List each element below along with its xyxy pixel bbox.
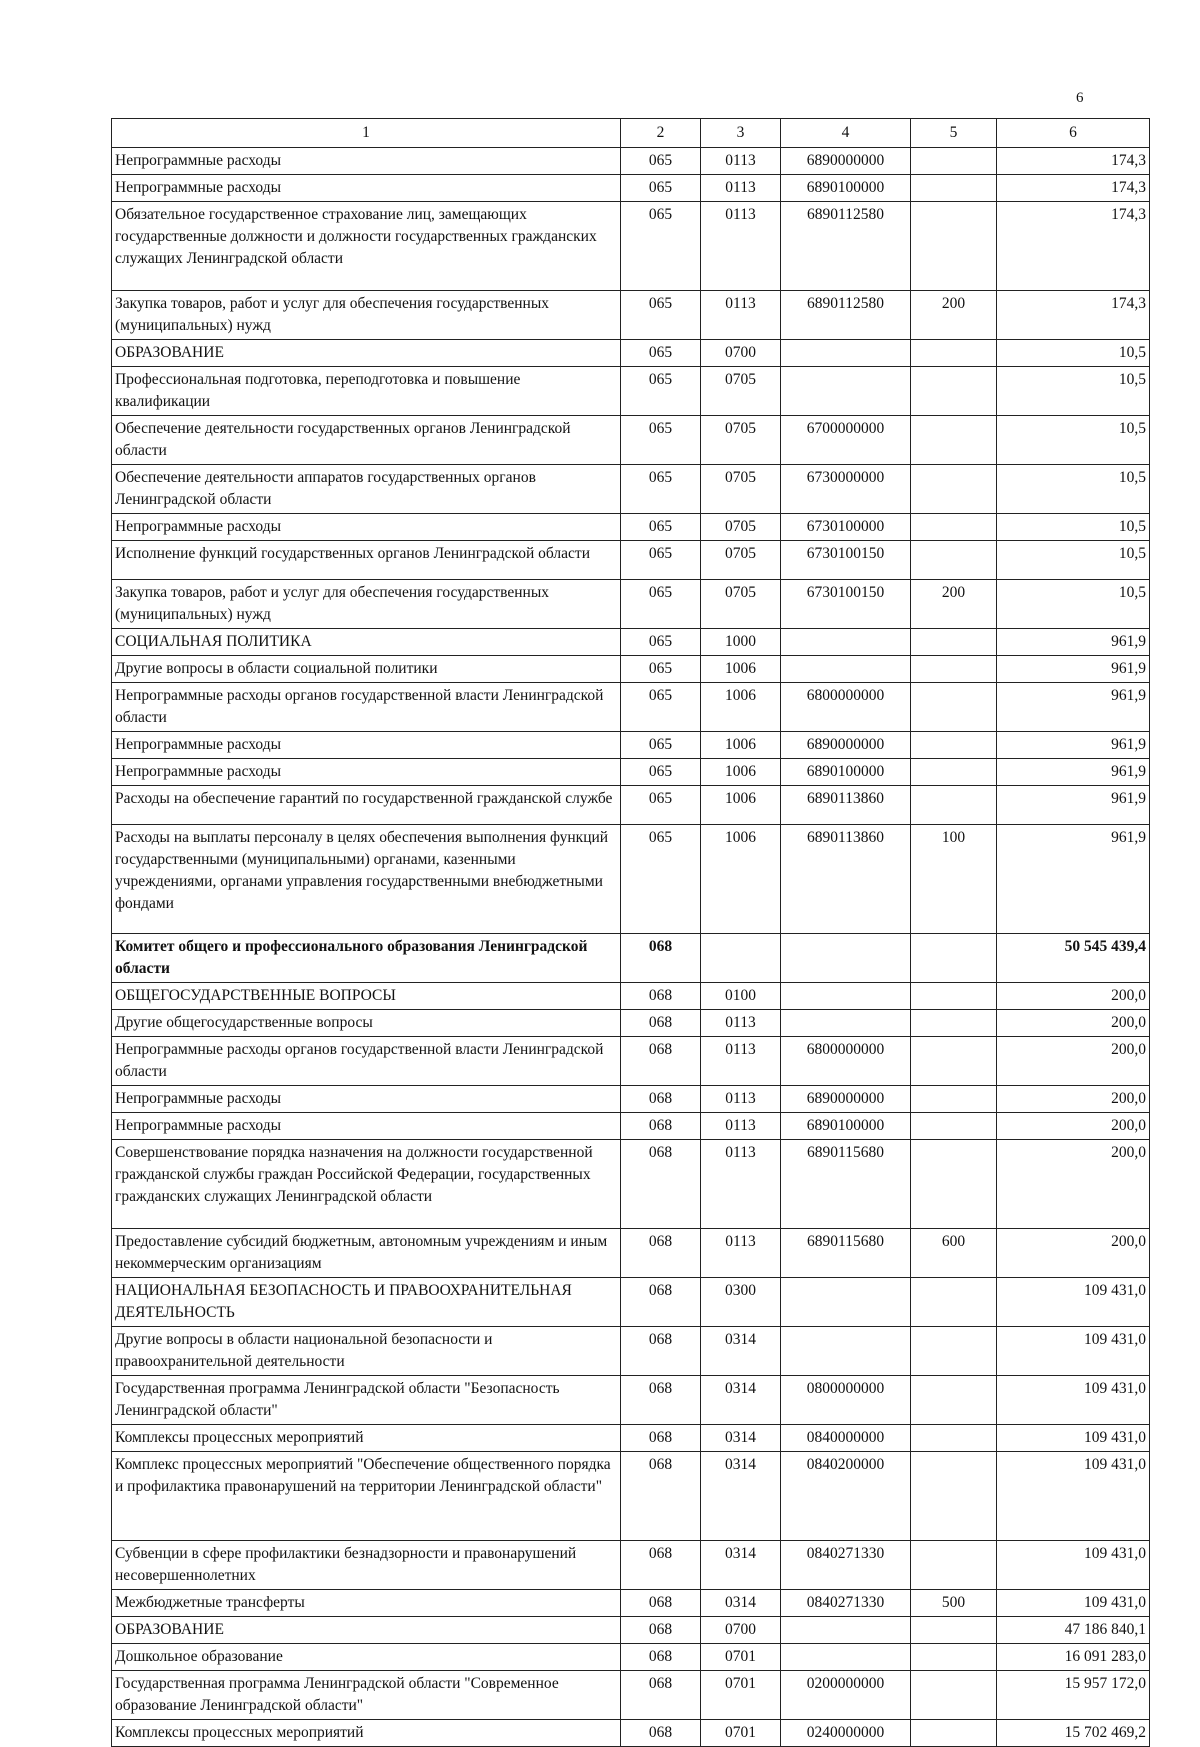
row-target-code-cell: 6700000000 [781, 416, 911, 465]
row-name-cell: НАЦИОНАЛЬНАЯ БЕЗОПАСНОСТЬ И ПРАВООХРАНИТЕЛЬНАЯ ДЕЯТЕЛЬНОСТЬ [112, 1278, 621, 1327]
row-ved-code-cell: 068 [621, 1010, 701, 1037]
row-section-code-cell: 0314 [701, 1425, 781, 1452]
row-sum-cell: 109 431,0 [997, 1541, 1150, 1590]
row-name-cell: Комитет общего и профессионального образования Ленинградской области [112, 934, 621, 983]
row-name-cell: Непрограммные расходы [112, 732, 621, 759]
row-target-code-cell [781, 1644, 911, 1671]
row-section-code-cell: 0314 [701, 1590, 781, 1617]
table-row [112, 202, 1150, 291]
table-row [112, 340, 1150, 367]
row-section-code-cell: 1006 [701, 656, 781, 683]
row-expense-type-cell [911, 175, 997, 202]
table-row [112, 367, 1150, 416]
row-name-cell: Профессиональная подготовка, переподготовка и повышение квалификации [112, 367, 621, 416]
row-expense-type-cell [911, 465, 997, 514]
row-ved-code-cell: 065 [621, 340, 701, 367]
row-expense-type-cell [911, 983, 997, 1010]
row-name-cell: Непрограммные расходы [112, 1113, 621, 1140]
row-target-code-cell [781, 983, 911, 1010]
row-section-code-cell: 1006 [701, 759, 781, 786]
row-expense-type-cell [911, 1425, 997, 1452]
row-section-code-cell: 1006 [701, 683, 781, 732]
row-expense-type-cell [911, 1327, 997, 1376]
row-expense-type-cell [911, 629, 997, 656]
table-row [112, 416, 1150, 465]
row-sum-cell: 961,9 [997, 786, 1150, 825]
row-name-cell: Межбюджетные трансферты [112, 1590, 621, 1617]
row-target-code-cell: 6890115680 [781, 1140, 911, 1229]
row-sum-cell: 47 186 840,1 [997, 1617, 1150, 1644]
row-sum-cell: 961,9 [997, 656, 1150, 683]
row-section-code-cell: 0701 [701, 1720, 781, 1747]
column-header: 5 [911, 119, 997, 148]
row-section-code-cell: 0705 [701, 541, 781, 580]
table-row [112, 1086, 1150, 1113]
table-row [112, 983, 1150, 1010]
row-ved-code-cell: 065 [621, 291, 701, 340]
table-row [112, 175, 1150, 202]
row-name-cell: Субвенции в сфере профилактики безнадзорности и правонарушений несовершеннолетних [112, 1541, 621, 1590]
row-ved-code-cell: 068 [621, 1140, 701, 1229]
row-target-code-cell [781, 934, 911, 983]
row-target-code-cell: 6890000000 [781, 1086, 911, 1113]
table-row [112, 1113, 1150, 1140]
table-row [112, 1010, 1150, 1037]
row-sum-cell: 15 957 172,0 [997, 1671, 1150, 1720]
row-ved-code-cell: 065 [621, 148, 701, 175]
row-name-cell: Комплекс процессных мероприятий "Обеспечение общественного порядка и профилактика правонарушений на территории Ленинградской области" [112, 1452, 621, 1541]
row-ved-code-cell: 068 [621, 983, 701, 1010]
row-sum-cell: 10,5 [997, 367, 1150, 416]
row-section-code-cell: 0700 [701, 340, 781, 367]
row-section-code-cell: 0705 [701, 465, 781, 514]
row-sum-cell: 10,5 [997, 541, 1150, 580]
row-target-code-cell: 0840271330 [781, 1590, 911, 1617]
row-name-cell: Государственная программа Ленинградской области "Безопасность Ленинградской области" [112, 1376, 621, 1425]
table-row [112, 1140, 1150, 1229]
row-ved-code-cell: 068 [621, 1425, 701, 1452]
row-sum-cell: 200,0 [997, 983, 1150, 1010]
row-ved-code-cell: 068 [621, 1671, 701, 1720]
table-row [112, 683, 1150, 732]
row-name-cell: Другие вопросы в области социальной политики [112, 656, 621, 683]
row-expense-type-cell [911, 1452, 997, 1541]
row-ved-code-cell: 065 [621, 732, 701, 759]
row-section-code-cell: 0113 [701, 1037, 781, 1086]
row-name-cell: Государственная программа Ленинградской области "Современное образование Ленинградской области" [112, 1671, 621, 1720]
row-target-code-cell: 6730100150 [781, 541, 911, 580]
row-section-code-cell: 0700 [701, 1617, 781, 1644]
row-sum-cell: 961,9 [997, 629, 1150, 656]
row-ved-code-cell: 068 [621, 1113, 701, 1140]
table-row [112, 656, 1150, 683]
row-expense-type-cell [911, 1140, 997, 1229]
row-section-code-cell: 0701 [701, 1644, 781, 1671]
row-name-cell: ОБРАЗОВАНИЕ [112, 1617, 621, 1644]
row-section-code-cell: 0113 [701, 1010, 781, 1037]
row-target-code-cell [781, 629, 911, 656]
row-sum-cell: 10,5 [997, 416, 1150, 465]
table-row [112, 1037, 1150, 1086]
table-row [112, 1671, 1150, 1720]
row-section-code-cell: 0314 [701, 1541, 781, 1590]
table-row [112, 1452, 1150, 1541]
row-sum-cell: 109 431,0 [997, 1278, 1150, 1327]
row-expense-type-cell [911, 1541, 997, 1590]
row-ved-code-cell: 065 [621, 656, 701, 683]
row-section-code-cell: 0705 [701, 514, 781, 541]
table-row [112, 1720, 1150, 1747]
row-sum-cell: 15 702 469,2 [997, 1720, 1150, 1747]
row-section-code-cell: 0113 [701, 202, 781, 291]
table-row [112, 465, 1150, 514]
column-header: 2 [621, 119, 701, 148]
row-ved-code-cell: 065 [621, 580, 701, 629]
row-ved-code-cell: 065 [621, 683, 701, 732]
table-row [112, 291, 1150, 340]
budget-table [111, 118, 1150, 1747]
row-section-code-cell: 1006 [701, 786, 781, 825]
row-expense-type-cell [911, 1644, 997, 1671]
row-name-cell: Непрограммные расходы [112, 175, 621, 202]
row-target-code-cell: 6730100150 [781, 580, 911, 629]
row-name-cell: Другие вопросы в области национальной безопасности и правоохранительной деятельности [112, 1327, 621, 1376]
row-section-code-cell: 0705 [701, 416, 781, 465]
row-sum-cell: 174,3 [997, 148, 1150, 175]
table-row [112, 1327, 1150, 1376]
row-target-code-cell: 0840200000 [781, 1452, 911, 1541]
row-expense-type-cell [911, 1376, 997, 1425]
row-target-code-cell: 6890112580 [781, 291, 911, 340]
row-sum-cell: 200,0 [997, 1010, 1150, 1037]
row-ved-code-cell: 068 [621, 1644, 701, 1671]
row-name-cell: Непрограммные расходы [112, 148, 621, 175]
row-expense-type-cell [911, 1086, 997, 1113]
row-ved-code-cell: 068 [621, 1229, 701, 1278]
table-row [112, 148, 1150, 175]
row-target-code-cell [781, 1327, 911, 1376]
row-target-code-cell: 0200000000 [781, 1671, 911, 1720]
row-section-code-cell: 1006 [701, 732, 781, 759]
row-sum-cell: 10,5 [997, 340, 1150, 367]
table-row [112, 1541, 1150, 1590]
row-expense-type-cell [911, 1617, 997, 1644]
row-expense-type-cell [911, 514, 997, 541]
row-sum-cell: 961,9 [997, 759, 1150, 786]
row-section-code-cell: 0113 [701, 1229, 781, 1278]
row-ved-code-cell: 065 [621, 367, 701, 416]
row-target-code-cell [781, 1278, 911, 1327]
row-name-cell: СОЦИАЛЬНАЯ ПОЛИТИКА [112, 629, 621, 656]
table-body [112, 148, 1150, 1747]
table-row [112, 732, 1150, 759]
row-target-code-cell [781, 1010, 911, 1037]
row-sum-cell: 200,0 [997, 1086, 1150, 1113]
row-name-cell: Закупка товаров, работ и услуг для обеспечения государственных (муниципальных) нужд [112, 291, 621, 340]
row-sum-cell: 174,3 [997, 202, 1150, 291]
row-expense-type-cell [911, 1037, 997, 1086]
row-name-cell: Непрограммные расходы [112, 759, 621, 786]
row-name-cell: Комплексы процессных мероприятий [112, 1425, 621, 1452]
row-sum-cell: 109 431,0 [997, 1590, 1150, 1617]
row-expense-type-cell: 500 [911, 1590, 997, 1617]
row-target-code-cell [781, 367, 911, 416]
row-target-code-cell: 6890112580 [781, 202, 911, 291]
table-row [112, 541, 1150, 580]
row-expense-type-cell [911, 683, 997, 732]
row-expense-type-cell [911, 416, 997, 465]
row-name-cell: Обеспечение деятельности государственных органов Ленинградской области [112, 416, 621, 465]
row-section-code-cell: 1006 [701, 825, 781, 934]
row-sum-cell: 109 431,0 [997, 1425, 1150, 1452]
row-ved-code-cell: 065 [621, 416, 701, 465]
row-sum-cell: 200,0 [997, 1113, 1150, 1140]
row-section-code-cell: 0314 [701, 1452, 781, 1541]
table-row [112, 1229, 1150, 1278]
row-expense-type-cell [911, 732, 997, 759]
row-section-code-cell: 0705 [701, 367, 781, 416]
row-sum-cell: 109 431,0 [997, 1327, 1150, 1376]
table-row [112, 514, 1150, 541]
row-name-cell: ОБРАЗОВАНИЕ [112, 340, 621, 367]
row-expense-type-cell [911, 340, 997, 367]
row-ved-code-cell: 068 [621, 1452, 701, 1541]
row-section-code-cell: 0701 [701, 1671, 781, 1720]
row-target-code-cell: 6890113860 [781, 786, 911, 825]
row-expense-type-cell [911, 786, 997, 825]
row-ved-code-cell: 065 [621, 825, 701, 934]
row-sum-cell: 200,0 [997, 1140, 1150, 1229]
row-sum-cell: 10,5 [997, 465, 1150, 514]
row-ved-code-cell: 068 [621, 1617, 701, 1644]
row-expense-type-cell [911, 367, 997, 416]
row-target-code-cell [781, 340, 911, 367]
row-expense-type-cell [911, 1010, 997, 1037]
column-header: 1 [112, 119, 621, 148]
row-name-cell: Дошкольное образование [112, 1644, 621, 1671]
row-sum-cell: 961,9 [997, 825, 1150, 934]
row-expense-type-cell [911, 541, 997, 580]
row-section-code-cell [701, 934, 781, 983]
row-target-code-cell: 6890000000 [781, 148, 911, 175]
table-row [112, 759, 1150, 786]
row-name-cell: Непрограммные расходы органов государственной власти Ленинградской области [112, 683, 621, 732]
row-expense-type-cell [911, 656, 997, 683]
table-row [112, 825, 1150, 934]
row-ved-code-cell: 065 [621, 202, 701, 291]
row-ved-code-cell: 068 [621, 1541, 701, 1590]
row-section-code-cell: 0314 [701, 1327, 781, 1376]
row-section-code-cell: 0113 [701, 148, 781, 175]
header-row [112, 119, 1150, 148]
row-target-code-cell: 6890100000 [781, 759, 911, 786]
row-name-cell: Непрограммные расходы органов государственной власти Ленинградской области [112, 1037, 621, 1086]
row-sum-cell: 10,5 [997, 514, 1150, 541]
row-section-code-cell: 0113 [701, 1086, 781, 1113]
table-row [112, 1425, 1150, 1452]
row-section-code-cell: 0300 [701, 1278, 781, 1327]
row-expense-type-cell [911, 202, 997, 291]
row-expense-type-cell [911, 759, 997, 786]
table-row [112, 580, 1150, 629]
row-sum-cell: 961,9 [997, 732, 1150, 759]
row-name-cell: Непрограммные расходы [112, 1086, 621, 1113]
row-name-cell: Обязательное государственное страхование лиц, замещающих государственные должности и должности государственных гражданских служащих Ленинградской области [112, 202, 621, 291]
row-name-cell: Исполнение функций государственных органов Ленинградской области [112, 541, 621, 580]
row-target-code-cell: 6890000000 [781, 732, 911, 759]
column-header: 3 [701, 119, 781, 148]
row-expense-type-cell: 100 [911, 825, 997, 934]
table-row [112, 629, 1150, 656]
row-target-code-cell: 0800000000 [781, 1376, 911, 1425]
row-target-code-cell: 6730000000 [781, 465, 911, 514]
row-expense-type-cell [911, 1113, 997, 1140]
row-ved-code-cell: 065 [621, 175, 701, 202]
row-name-cell: Непрограммные расходы [112, 514, 621, 541]
row-sum-cell: 109 431,0 [997, 1452, 1150, 1541]
row-expense-type-cell [911, 1671, 997, 1720]
page-number: 6 [1076, 90, 1084, 106]
row-ved-code-cell: 068 [621, 1086, 701, 1113]
row-sum-cell: 174,3 [997, 175, 1150, 202]
row-sum-cell: 200,0 [997, 1037, 1150, 1086]
row-ved-code-cell: 068 [621, 934, 701, 983]
row-target-code-cell: 6890115680 [781, 1229, 911, 1278]
row-sum-cell: 50 545 439,4 [997, 934, 1150, 983]
row-expense-type-cell: 600 [911, 1229, 997, 1278]
row-expense-type-cell: 200 [911, 291, 997, 340]
row-target-code-cell: 6890113860 [781, 825, 911, 934]
table-row [112, 1590, 1150, 1617]
row-section-code-cell: 0705 [701, 580, 781, 629]
row-name-cell: Закупка товаров, работ и услуг для обеспечения государственных (муниципальных) нужд [112, 580, 621, 629]
table-row [112, 1644, 1150, 1671]
row-name-cell: Обеспечение деятельности аппаратов государственных органов Ленинградской области [112, 465, 621, 514]
row-name-cell: Комплексы процессных мероприятий [112, 1720, 621, 1747]
row-target-code-cell: 0840000000 [781, 1425, 911, 1452]
row-ved-code-cell: 068 [621, 1590, 701, 1617]
column-header: 4 [781, 119, 911, 148]
table-row [112, 934, 1150, 983]
row-section-code-cell: 0113 [701, 1113, 781, 1140]
row-sum-cell: 109 431,0 [997, 1376, 1150, 1425]
row-sum-cell: 10,5 [997, 580, 1150, 629]
row-ved-code-cell: 065 [621, 786, 701, 825]
row-expense-type-cell: 200 [911, 580, 997, 629]
row-sum-cell: 174,3 [997, 291, 1150, 340]
row-section-code-cell: 0314 [701, 1376, 781, 1425]
row-sum-cell: 16 091 283,0 [997, 1644, 1150, 1671]
row-target-code-cell: 6800000000 [781, 683, 911, 732]
row-target-code-cell: 6730100000 [781, 514, 911, 541]
row-ved-code-cell: 065 [621, 514, 701, 541]
row-name-cell: Предоставление субсидий бюджетным, автономным учреждениям и иным некоммерческим организациям [112, 1229, 621, 1278]
row-target-code-cell: 0840271330 [781, 1541, 911, 1590]
table-row [112, 786, 1150, 825]
row-name-cell: ОБЩЕГОСУДАРСТВЕННЫЕ ВОПРОСЫ [112, 983, 621, 1010]
row-section-code-cell: 0100 [701, 983, 781, 1010]
row-ved-code-cell: 068 [621, 1376, 701, 1425]
column-header: 6 [997, 119, 1150, 148]
row-target-code-cell: 6800000000 [781, 1037, 911, 1086]
row-ved-code-cell: 065 [621, 541, 701, 580]
row-expense-type-cell [911, 934, 997, 983]
row-section-code-cell: 1000 [701, 629, 781, 656]
row-ved-code-cell: 068 [621, 1720, 701, 1747]
row-sum-cell: 961,9 [997, 683, 1150, 732]
row-target-code-cell: 6890100000 [781, 175, 911, 202]
table-row [112, 1376, 1150, 1425]
row-target-code-cell: 0240000000 [781, 1720, 911, 1747]
row-ved-code-cell: 065 [621, 759, 701, 786]
row-section-code-cell: 0113 [701, 175, 781, 202]
row-target-code-cell [781, 656, 911, 683]
row-ved-code-cell: 068 [621, 1327, 701, 1376]
row-sum-cell: 200,0 [997, 1229, 1150, 1278]
row-name-cell: Совершенствование порядка назначения на должности государственной гражданской службы граждан Российской Федерации, государственных гражданских служащих Ленинградской области [112, 1140, 621, 1229]
row-expense-type-cell [911, 1278, 997, 1327]
row-name-cell: Расходы на обеспечение гарантий по государственной гражданской службе [112, 786, 621, 825]
table-row [112, 1617, 1150, 1644]
row-section-code-cell: 0113 [701, 1140, 781, 1229]
row-name-cell: Другие общегосударственные вопросы [112, 1010, 621, 1037]
row-target-code-cell: 6890100000 [781, 1113, 911, 1140]
row-expense-type-cell [911, 1720, 997, 1747]
row-name-cell: Расходы на выплаты персоналу в целях обеспечения выполнения функций государственными (муниципальными) органами, казенными учреждениями, органами управления государственными внебюджетными фондами [112, 825, 621, 934]
row-ved-code-cell: 068 [621, 1278, 701, 1327]
row-ved-code-cell: 065 [621, 629, 701, 656]
row-ved-code-cell: 068 [621, 1037, 701, 1086]
row-expense-type-cell [911, 148, 997, 175]
row-target-code-cell [781, 1617, 911, 1644]
table-row [112, 1278, 1150, 1327]
row-section-code-cell: 0113 [701, 291, 781, 340]
row-ved-code-cell: 065 [621, 465, 701, 514]
